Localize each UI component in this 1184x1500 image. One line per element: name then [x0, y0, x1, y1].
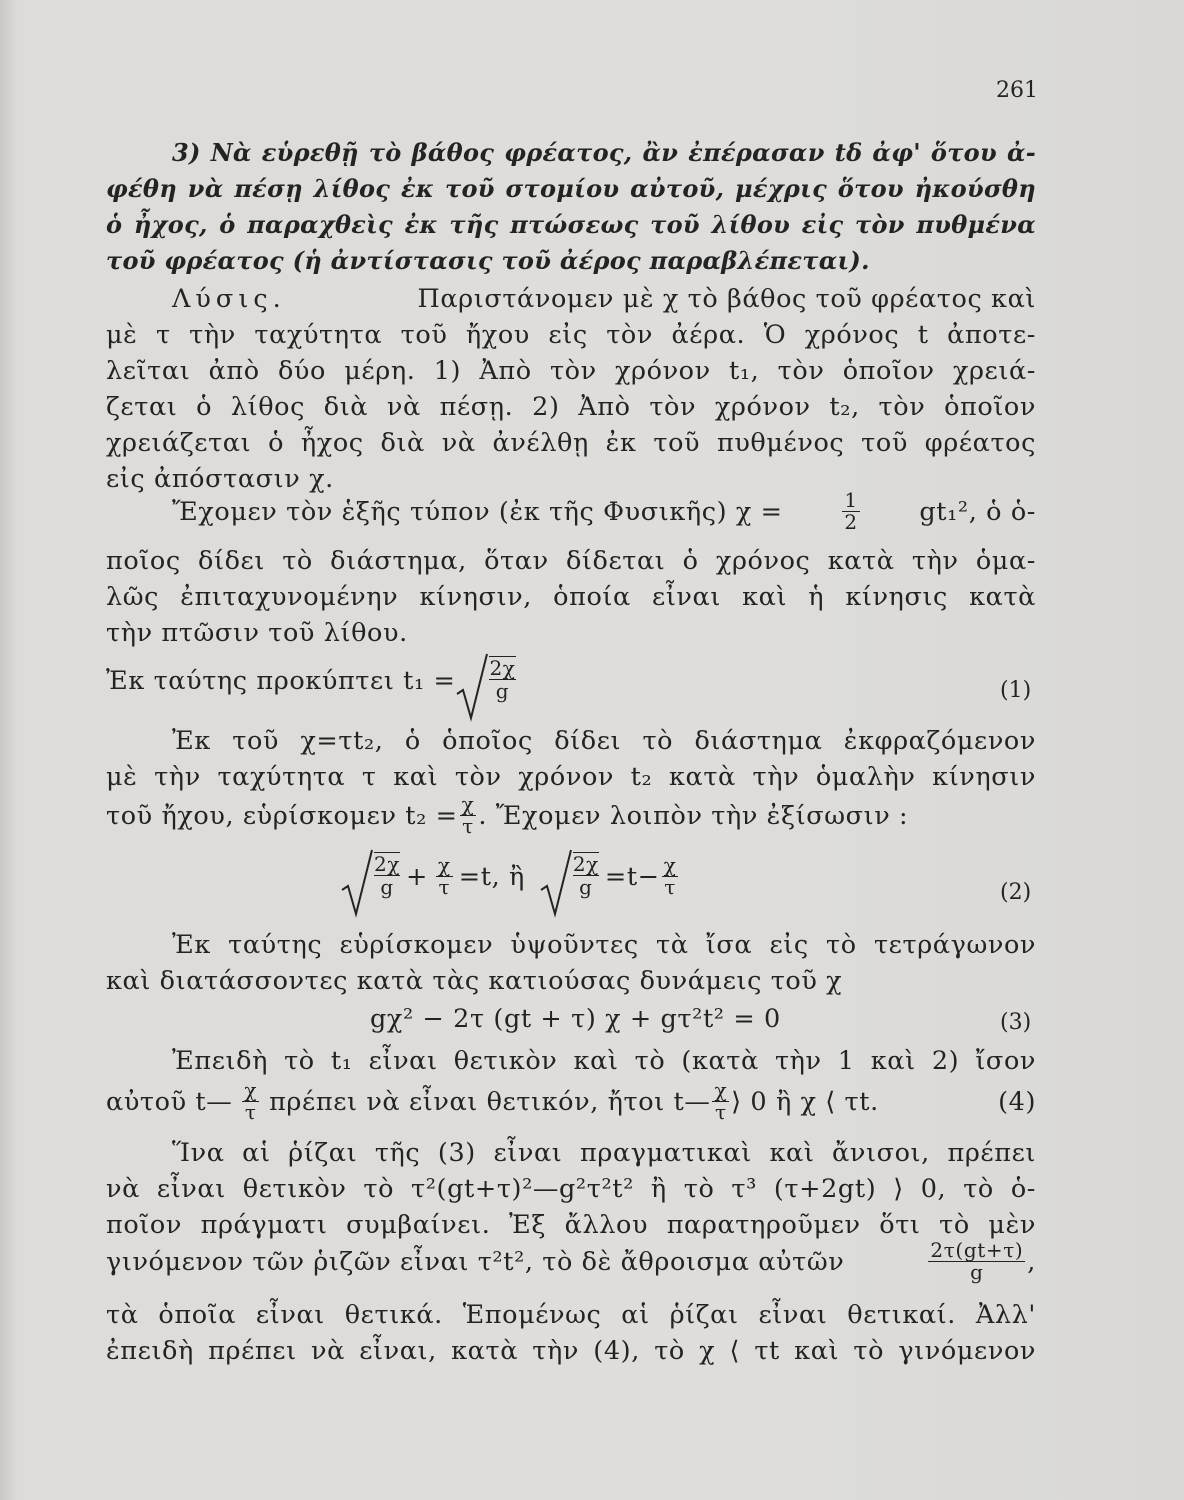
equation-3: gχ² − 2τ (gt + τ) χ + gτ²t² = 0	[370, 1004, 781, 1034]
solution-first-text: Παριστάνομεν μὲ χ τὸ βάθος τοῦ φρέατος καὶ	[417, 284, 1036, 314]
half-num: 1	[844, 488, 858, 512]
solution-first-line	[172, 284, 1036, 314]
problem-line-3: ὁ ἦχος, ὁ παραχθεὶς ἐκ τῆς πτώσεως τοῦ λίθου εἰς τὸν πυθμένα	[106, 210, 1036, 239]
final-line-2: ἐπειδὴ πρέπει νὰ εἶναι, κατὰ τὴν (4), τὸ χ ⟨ τt καὶ τὸ γινόμενον	[106, 1336, 1036, 1366]
t2-line-3	[106, 794, 1036, 837]
eq2-sqrt-left: $\frac{2\chi}{g}$	[340, 852, 400, 901]
roots-line-3: ποῖον πράγματι συμβαίνει. Ἐξ ἄλλου παρατηροῦμεν ὅτι τὸ μὲν	[106, 1210, 1036, 1240]
t2-line-2: μὲ τὴν ταχύτητα τ καὶ τὸν χρόνον t₂ κατὰ τὴν ὁμαλὴν κίνησιν	[106, 762, 1036, 792]
eq1-sqrt	[455, 656, 515, 705]
equation-1	[106, 656, 516, 705]
formula-post: gt₁², ὁ ὁ-	[919, 496, 1036, 527]
roots-line-1: Ἵνα αἱ ῥίζαι τῆς (3) εἶναι πραγματικαὶ καὶ ἄνισοι, πρέπει	[172, 1138, 1036, 1168]
final-line-1: τὰ ὁποῖα εἶναι θετικά. Ἑπομένως αἱ ῥίζαι εἶναι θετικαί. Ἀλλ'	[106, 1300, 1036, 1330]
radical-sign-icon	[455, 652, 489, 722]
eq2-label: (2)	[1000, 880, 1032, 905]
t2-fraction: $\frac{\chi}{\tau}$	[461, 792, 475, 838]
half-fraction	[842, 490, 859, 533]
problem-line-2: φέθη νὰ πέσῃ λίθος ἐκ τοῦ στομίου αὐτοῦ, μέχρις ὅτου ἠκούσθη	[106, 174, 1036, 203]
solution-line-5: χρειάζεται ὁ ἦχος διὰ νὰ ἀνέλθῃ ἐκ τοῦ πυθμένος τοῦ φρέατος	[106, 428, 1036, 458]
roots-line-2: νὰ εἶναι θετικὸν τὸ τ²(gt+τ)²—g²τ²t² ἢ τὸ τ³ (τ+2gt) ⟩ 0, τὸ ὁ-	[106, 1174, 1036, 1204]
eq3-label: (3)	[1000, 1010, 1032, 1035]
half-den: 2	[844, 510, 858, 534]
radical-sign-icon	[539, 848, 573, 918]
formula-line-3: λῶς ἐπιταχυνομένην κίνησιν, ὁποία εἶναι καὶ ἡ κίνησις κατὰ	[106, 582, 1036, 612]
square-line-1: Ἐκ ταύτης εὑρίσκομεν ὑψοῦντες τὰ ἴσα εἰς τὸ τετράγωνον	[172, 930, 1036, 960]
equation-2: $\frac{2\chi}{g}$ + $\frac{\chi}{\tau}$ =t, ἢ $\frac{2\chi}{g}$ =t− $\frac{\chi}{\tau}$	[340, 852, 680, 901]
formula-line-4: τὴν πτῶσιν τοῦ λίθου.	[106, 618, 408, 648]
roots-line-4: γινόμενον τῶν ῥιζῶν εἶναι τ²t², τὸ δὲ ἄθροισμα αὐτῶν $\frac{2\tau(gt+\tau)}{g}$ ,	[106, 1238, 1036, 1284]
radical-sign-icon	[340, 848, 374, 918]
solution-line-4: ζεται ὁ λίθος διὰ νὰ πέσῃ. 2) Ἀπὸ τὸν χρόνον t₂, τὸν ὁποῖον	[106, 392, 1036, 422]
sum-fraction: $\frac{2\tau(gt+\tau)}{g}$	[930, 1238, 1024, 1284]
solution-label: Λύσις.	[172, 284, 286, 314]
formula-pre: Ἔχομεν τὸν ἑξῆς τύπον (ἐκ τῆς Φυσικῆς) χ =	[172, 496, 783, 527]
t2-line-1: Ἐκ τοῦ χ=τt₂, ὁ ὁποῖος δίδει τὸ διάστημα ἐκφραζόμενον	[172, 726, 1036, 756]
eq2-sqrt-right: $\frac{2\chi}{g}$	[539, 852, 599, 901]
eq1-den: g	[489, 679, 515, 702]
formula-line	[172, 490, 1036, 533]
eq1-pre: Ἐκ ταύτης προκύπτει t₁ =	[106, 665, 456, 696]
eq4-label: (4)	[998, 1086, 1036, 1117]
square-line-2: καὶ διατάσσοντες κατὰ τὰς κατιούσας δυνάμεις τοῦ χ	[106, 966, 843, 996]
positive-line-2: αὐτοῦ t— $\frac{\chi}{\tau}$ πρέπει νὰ εἶναι θετικόν, ἤτοι t— $\frac{\chi}{\tau}$ ⟩ 0 ἢ χ ⟨ τt. (4)	[106, 1078, 1036, 1124]
formula-line-2: ποῖος δίδει τὸ διάστημα, ὅταν δίδεται ὁ χρόνος κατὰ τὴν ὁμα-	[106, 546, 1036, 576]
t2-post: . Ἔχομεν λοιπὸν τὴν ἐξίσωσιν :	[478, 800, 909, 831]
solution-line-2: μὲ τ τὴν ταχύτητα τοῦ ἤχου εἰς τὸν ἀέρα. Ὁ χρόνος t ἀποτε-	[106, 320, 1036, 350]
t2-pre: τοῦ ἤχου, εὑρίσκομεν t₂ =	[106, 800, 458, 831]
page-number: 261	[996, 78, 1038, 103]
solution-line-3: λεῖται ἀπὸ δύο μέρη. 1) Ἀπὸ τὸν χρόνον t₁, τὸν ὁποῖον χρειά-	[106, 356, 1036, 386]
problem-line-1: 3) Νὰ εὑρεθῇ τὸ βάθος φρέατος, ἂν ἐπέρασαν tδ ἀφ' ὅτου ἀ-	[172, 138, 1036, 167]
positive-line-1: Ἐπειδὴ τὸ t₁ εἶναι θετικὸν καὶ τὸ (κατὰ τὴν 1 καὶ 2) ἴσον	[172, 1046, 1036, 1076]
eq1-label: (1)	[1000, 678, 1032, 703]
problem-line-4: τοῦ φρέατος (ἡ ἀντίστασις τοῦ ἀέρος παραβλέπεται).	[106, 246, 870, 275]
eq1-num: 2χ	[489, 656, 516, 680]
solution-line-6: εἰς ἀπόστασιν χ.	[106, 464, 334, 494]
